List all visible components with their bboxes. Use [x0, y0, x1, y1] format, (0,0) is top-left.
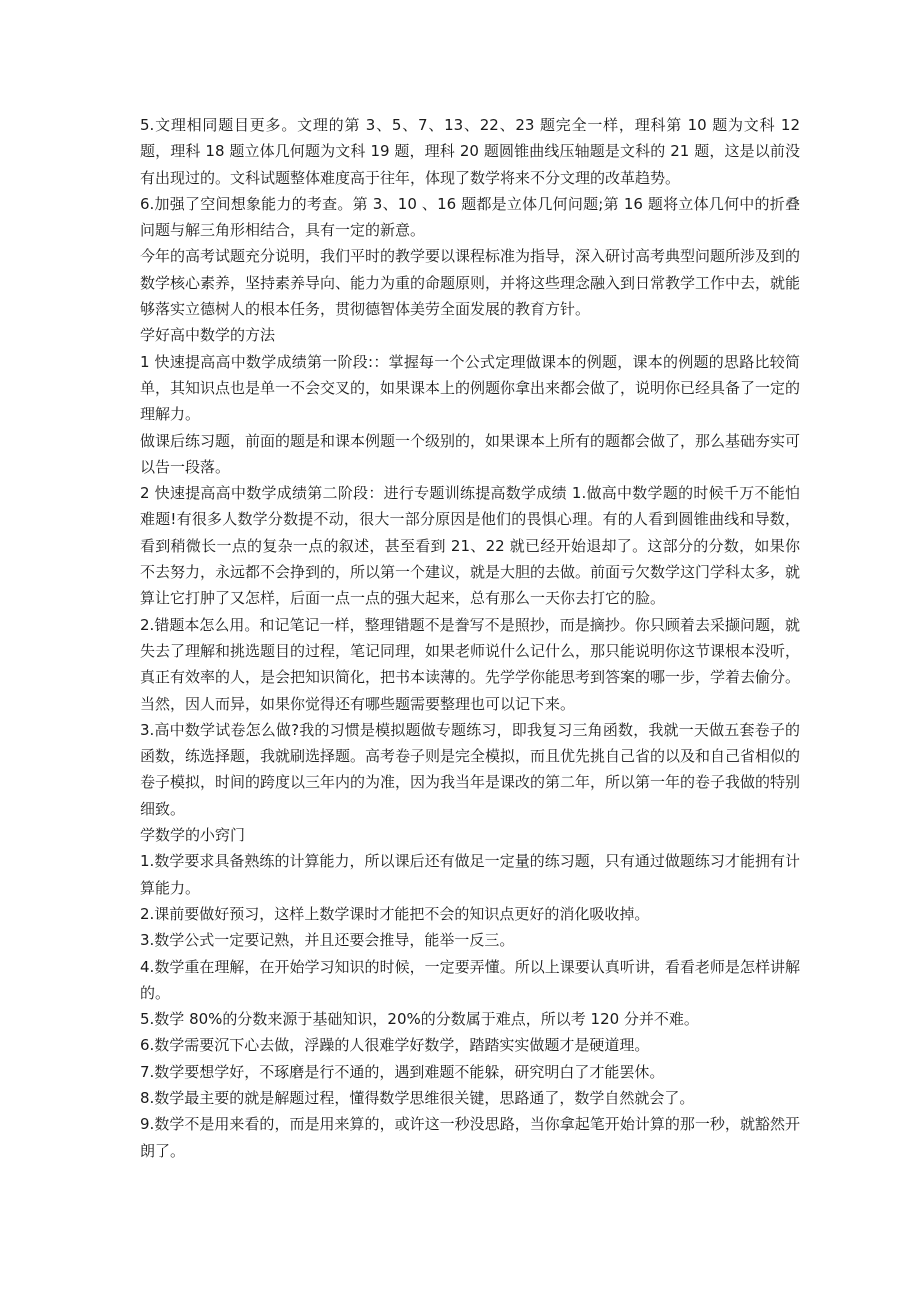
tip-2: 2.课前要做好预习，这样上数学课时才能把不会的知识点更好的消化吸收掉。: [140, 904, 650, 923]
section-heading-tips: 学数学的小窍门: [140, 826, 246, 845]
paragraph-stage-one: 1 快速提高高中数学成绩第一阶段:：掌握每一个公式定理做课本的例题，课本的例题的思路比较简单，其知识点也是单一不会交叉的，如果课本上的例题你拿出来都会做了，说明你已经具备了一定的理解力。: [140, 352, 801, 424]
paragraph-error-notebook: 2.错题本怎么用。和记笔记一样，整理错题不是誊写不是照抄，而是摘抄。你只顾着去采撷问题，就失去了理解和挑选题目的过程，笔记同理，如果老师说什么记什么，那只能说明你这节课根本没听，真正有效率的人，是会把知识简化，把书本读薄的。先学学你能思考到答案的哪一步，学着去偷分。当然，因人而异，如果你觉得还有哪些题需要整理也可以记下来。: [140, 615, 801, 713]
tip-1: 1.数学要求具备熟练的计算能力，所以课后还有做足一定量的练习题，只有通过做题练习才能拥有计算能力。: [140, 852, 800, 897]
paragraph-test-papers: 3.高中数学试卷怎么做?我的习惯是模拟题做专题练习，即我复习三角函数，我就一天做五套卷子的函数，练选择题，我就刷选择题。高考卷子则是完全模拟，而且优先挑自己省的以及和自己省相似的卷子模拟，时间的跨度以三年内的为准，因为我当年是课改的第二年，所以第一年的卷子我做的特别细致。: [140, 720, 801, 818]
tip-5: 5.数学 80%的分数来源于基础知识，20%的分数属于难点，所以考 120 分并不难。: [140, 1010, 699, 1029]
section-heading-methods: 学好高中数学的方法: [140, 326, 276, 345]
document-body: [140, 112, 800, 1164]
tip-9: 9.数学不是用来看的，而是用来算的，或许这一秒没思路，当你拿起笔开始计算的那一秒，就豁然开朗了。: [140, 1115, 800, 1160]
paragraph-5-same-questions: 5.文理相同题目更多。文理的第 3、5、7、13、22、23 题完全一样，理科第 10 题为文科 12 题，理科 18 题立体几何题为文科 19 题，理科 20 题圆锥曲线压轴题是文科的 21 题，这是以前没有出现过的。文科试题整体难度高于往年，体现了数学将来不分文理的改革趋势。: [140, 116, 800, 187]
paragraph-exercises: 做课后练习题，前面的题是和课本例题一个级别的，如果课本上所有的题都会做了，那么基础夯实可以告一段落。: [140, 431, 801, 476]
tip-7: 7.数学要想学好，不琢磨是行不通的，遇到难题不能躲，研究明白了才能罢休。: [140, 1062, 665, 1081]
tip-6: 6.数学需要沉下心去做，浮躁的人很难学好数学，踏踏实实做题才是硬道理。: [140, 1036, 650, 1055]
paragraph-stage-two: 2 快速提高高中数学成绩第二阶段：进行专题训练提高数学成绩 1.做高中数学题的时候千万不能怕难题!有很多人数学分数提不动，很大一部分原因是他们的畏惧心理。有的人看到圆锥曲线和导数，看到稍微长一点的复杂一点的叙述，甚至看到 21、22 就已经开始退却了。这部分的分数，如果你不去努力，永远都不会挣到的，所以第一个建议，就是大胆的去做。前面亏欠数学这门学科太多，就算让它打肿了又怎样，后面一点一点的强大起来，总有那么一天你去打它的脸。: [140, 484, 801, 608]
tip-3: 3.数学公式一定要记熟，并且还要会推导，能举一反三。: [140, 931, 515, 950]
paragraph-6-spatial-imagination: 6.加强了空间想象能力的考查。第 3、10 、16 题都是立体几何问题;第 16 题将立体几何中的折叠问题与解三角形相结合，具有一定的新意。: [140, 194, 800, 240]
tip-8: 8.数学最主要的就是解题过程，懂得数学思维很关键，思路通了，数学自然就会了。: [140, 1088, 695, 1107]
tip-4: 4.数学重在理解，在开始学习知识的时候，一定要弄懂。所以上课要认真听讲，看看老师是怎样讲解的。: [140, 957, 800, 1002]
paragraph-conclusion: 今年的高考试题充分说明，我们平时的教学要以课程标准为指导，深入研讨高考典型问题所涉及到的数学核心素养，坚持素养导向、能力为重的命题原则，并将这些理念融入到日常教学工作中去，就能够落实立德树人的根本任务，贯彻德智体美劳全面发展的教育方针。: [140, 247, 801, 319]
